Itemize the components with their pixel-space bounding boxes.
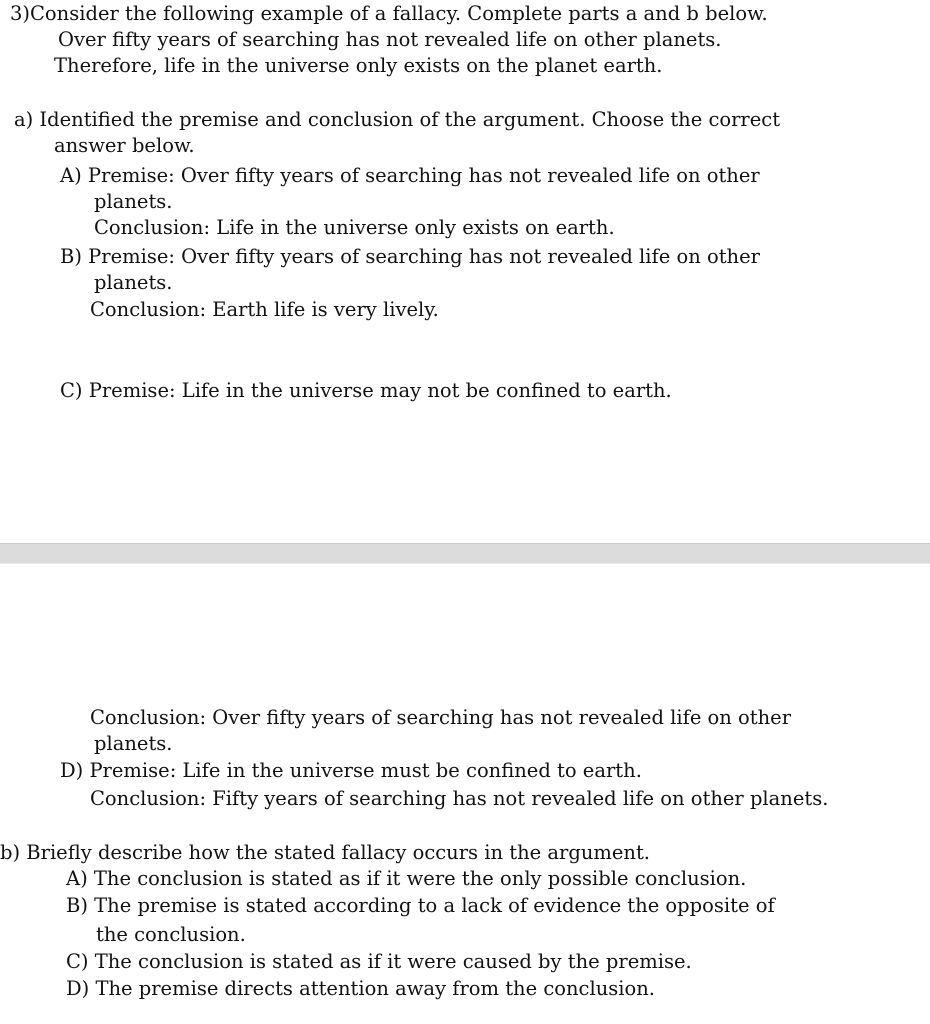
argument-conclusion-line: Therefore, life in the universe only exists on the planet earth. xyxy=(54,54,663,77)
option-a-premise: A) Premise: Over fifty years of searching has not revealed life on other xyxy=(60,164,760,187)
question-header: 3)Consider the following example of a fallacy. Complete parts a and b below. xyxy=(10,2,768,25)
part-b-prompt: b) Briefly describe how the stated fallacy occurs in the argument. xyxy=(0,841,651,864)
option-d-conclusion: Conclusion: Fifty years of searching has not revealed life on other planets. xyxy=(90,787,829,810)
option-b-conclusion: Conclusion: Earth life is very lively. xyxy=(90,298,439,321)
option-c-conclusion-continued: planets. xyxy=(94,732,173,755)
option-c-conclusion: Conclusion: Over fifty years of searching has not revealed life on other xyxy=(90,706,792,729)
part-b-option-c: C) The conclusion is stated as if it were caused by the premise. xyxy=(66,950,692,973)
part-b-option-b: B) The premise is stated according to a lack of evidence the opposite of xyxy=(66,894,775,917)
option-b-premise: B) Premise: Over fifty years of searching has not revealed life on other xyxy=(60,245,760,268)
part-b-option-d: D) The premise directs attention away from the conclusion. xyxy=(66,977,656,1000)
part-a-prompt: a) Identified the premise and conclusion of the argument. Choose the correct xyxy=(14,108,781,131)
part-b-option-a: A) The conclusion is stated as if it were the only possible conclusion. xyxy=(66,867,747,890)
part-a-prompt-continued: answer below. xyxy=(54,134,195,157)
part-b-option-b-continued: the conclusion. xyxy=(96,923,246,946)
option-c-premise: C) Premise: Life in the universe may not be confined to earth. xyxy=(60,379,672,402)
option-a-conclusion: Conclusion: Life in the universe only exists on earth. xyxy=(94,216,615,239)
option-b-premise-continued: planets. xyxy=(94,271,173,294)
page-break-gap xyxy=(0,543,930,564)
option-d-premise: D) Premise: Life in the universe must be confined to earth. xyxy=(60,759,642,782)
argument-premise-line: Over fifty years of searching has not revealed life on other planets. xyxy=(58,28,722,51)
option-a-premise-continued: planets. xyxy=(94,190,173,213)
